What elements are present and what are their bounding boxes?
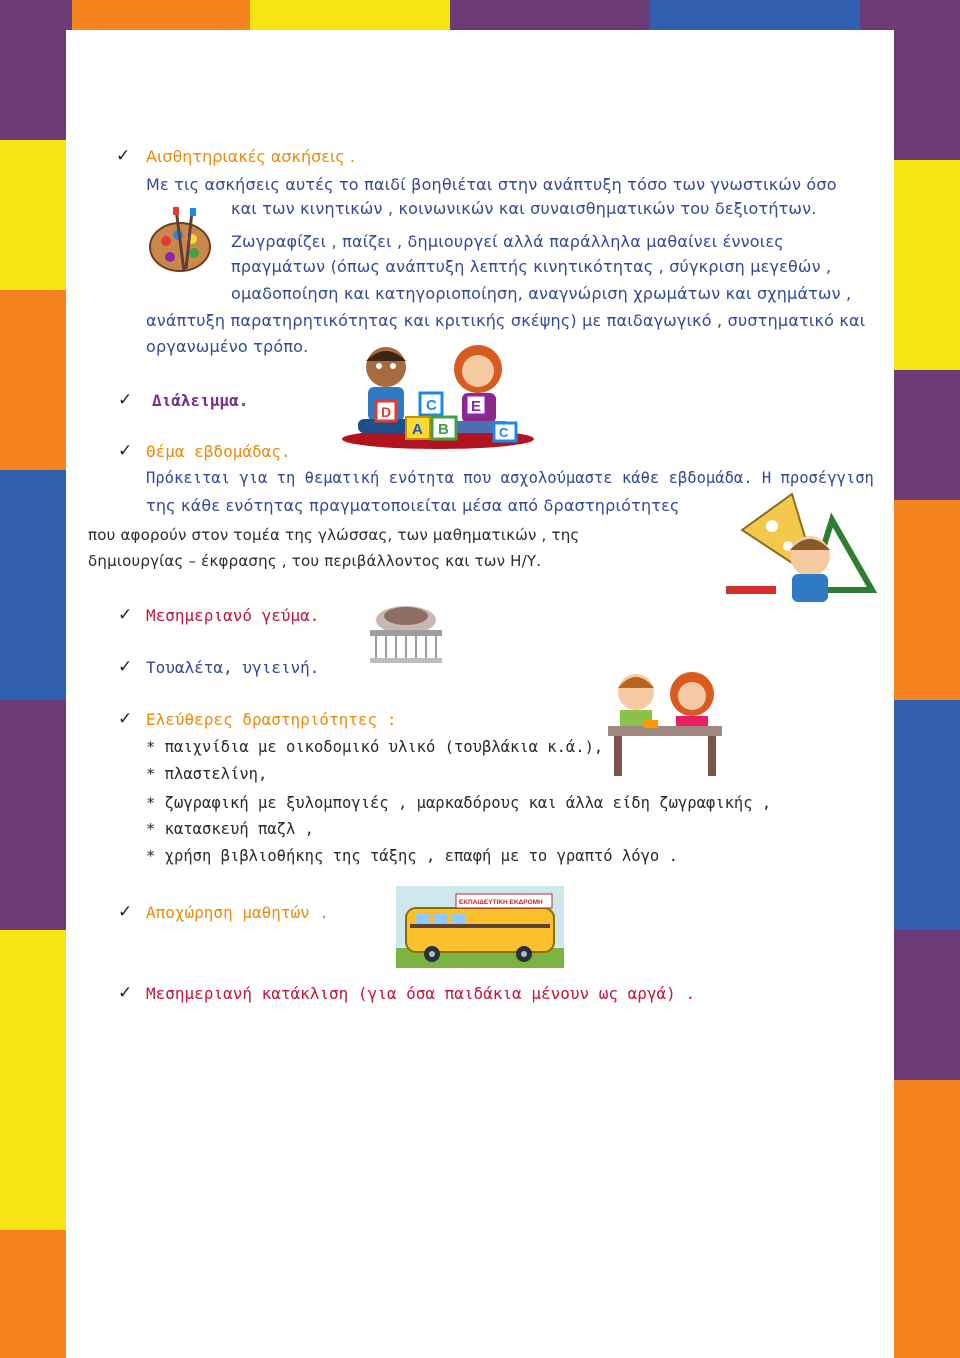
- checkmark-icon: ✓: [116, 146, 131, 166]
- break-title: Διάλειμμα.: [152, 391, 249, 410]
- sensory-line: και των κινητικών , κοινωνικών και συναισθηματικών του δεξιοτήτων.: [231, 199, 817, 218]
- free-title: Ελεύθερες δραστηριότητες :: [146, 710, 397, 729]
- theme-title: Θέμα εβδομάδας.: [146, 442, 291, 461]
- bus-sign: ΕΚΠΑΙΔΕΥΤΙΚΗ ΕΚΔΡΟΜΗ: [459, 899, 543, 906]
- school-bus-illustration: [396, 886, 564, 968]
- free-item: * παιχνίδια με οικοδομικό υλικό (τουβλάκια κ.ά.),: [146, 738, 604, 756]
- nap-title: Μεσημεριανή κατάκλιση (για όσα παιδάκια μένουν ως αργά) .: [146, 984, 696, 1003]
- toilet-title: Τουαλέτα, υγιεινή.: [146, 658, 320, 677]
- free-item: * ζωγραφική με ξυλομπογιές , μαρκαδόρους και άλλα είδη ζωγραφικής ,: [146, 794, 772, 812]
- food-dish-icon: [362, 600, 450, 670]
- sensory-line: ομαδοποίηση και κατηγοριοποίηση, αναγνώριση χρωμάτων και σχημάτων ,: [231, 284, 852, 303]
- sensory-line: ανάπτυξη παρατηρητικότητας και κριτικής σκέψης) με παιδαγωγικό , συστηματικό και: [146, 311, 866, 330]
- checkmark-icon: ✓: [118, 902, 133, 922]
- free-item: * κατασκευή παζλ ,: [146, 820, 314, 838]
- sensory-line: οργανωμένο τρόπο.: [146, 337, 309, 356]
- block-letter: D: [381, 404, 392, 420]
- checkmark-icon: ✓: [118, 657, 133, 677]
- block-letter: C: [426, 397, 437, 414]
- checkmark-icon: ✓: [118, 390, 133, 410]
- checkmark-icon: ✓: [118, 605, 133, 625]
- checkmark-icon: ✓: [118, 983, 133, 1003]
- departure-title: Αποχώρηση μαθητών .: [146, 903, 330, 922]
- block-letter: B: [438, 421, 449, 438]
- theme-line: Πρόκειται για τη θεματική ενότητα που ασχολούμαστε κάθε εβδομάδα. Η προσέγγιση: [146, 469, 874, 487]
- checkmark-icon: ✓: [118, 709, 133, 729]
- sensory-title: Αισθητηριακές ασκήσεις .: [146, 147, 355, 166]
- school-bus-icon: [396, 886, 564, 968]
- palette-icon: [148, 205, 216, 277]
- sensory-line: Με τις ασκήσεις αυτές το παιδί βοηθιέται στην ανάπτυξη τόσο των γνωστικών όσο: [146, 175, 837, 194]
- sensory-line: Ζωγραφίζει , παίζει , δημιουργεί αλλά παράλληλα μαθαίνει έννοιες: [231, 232, 784, 251]
- free-item: * χρήση βιβλιοθήκης της τάξης , επαφή με το γραπτό λόγο .: [146, 847, 678, 865]
- free-item: * πλαστελίνη,: [146, 765, 268, 783]
- checkmark-icon: ✓: [118, 441, 133, 461]
- lunch-title: Μεσημεριανό γεύμα.: [146, 606, 320, 625]
- sensory-line: πραγμάτων (όπως ανάπτυξη λεπτής κινητικότητας , σύγκριση μεγεθών ,: [231, 257, 832, 276]
- kid-with-rulers-icon: [722, 490, 878, 606]
- theme-line: δημιουργίας – έκφρασης , του περιβάλλοντος και των Η/Υ.: [88, 552, 542, 570]
- theme-line: που αφορούν στον τομέα της γλώσσας, των μαθηματικών , της: [88, 526, 580, 544]
- block-letter: C: [499, 425, 509, 440]
- block-letter: A: [412, 421, 423, 438]
- block-letter: E: [471, 398, 482, 415]
- kids-with-blocks-icon: [338, 335, 534, 451]
- kids-at-desk-icon: [604, 666, 726, 780]
- theme-line: της κάθε ενότητας πραγματοποιείται μέσα από δραστηριότητες: [146, 496, 680, 515]
- kids-with-blocks-illustration: [338, 335, 534, 451]
